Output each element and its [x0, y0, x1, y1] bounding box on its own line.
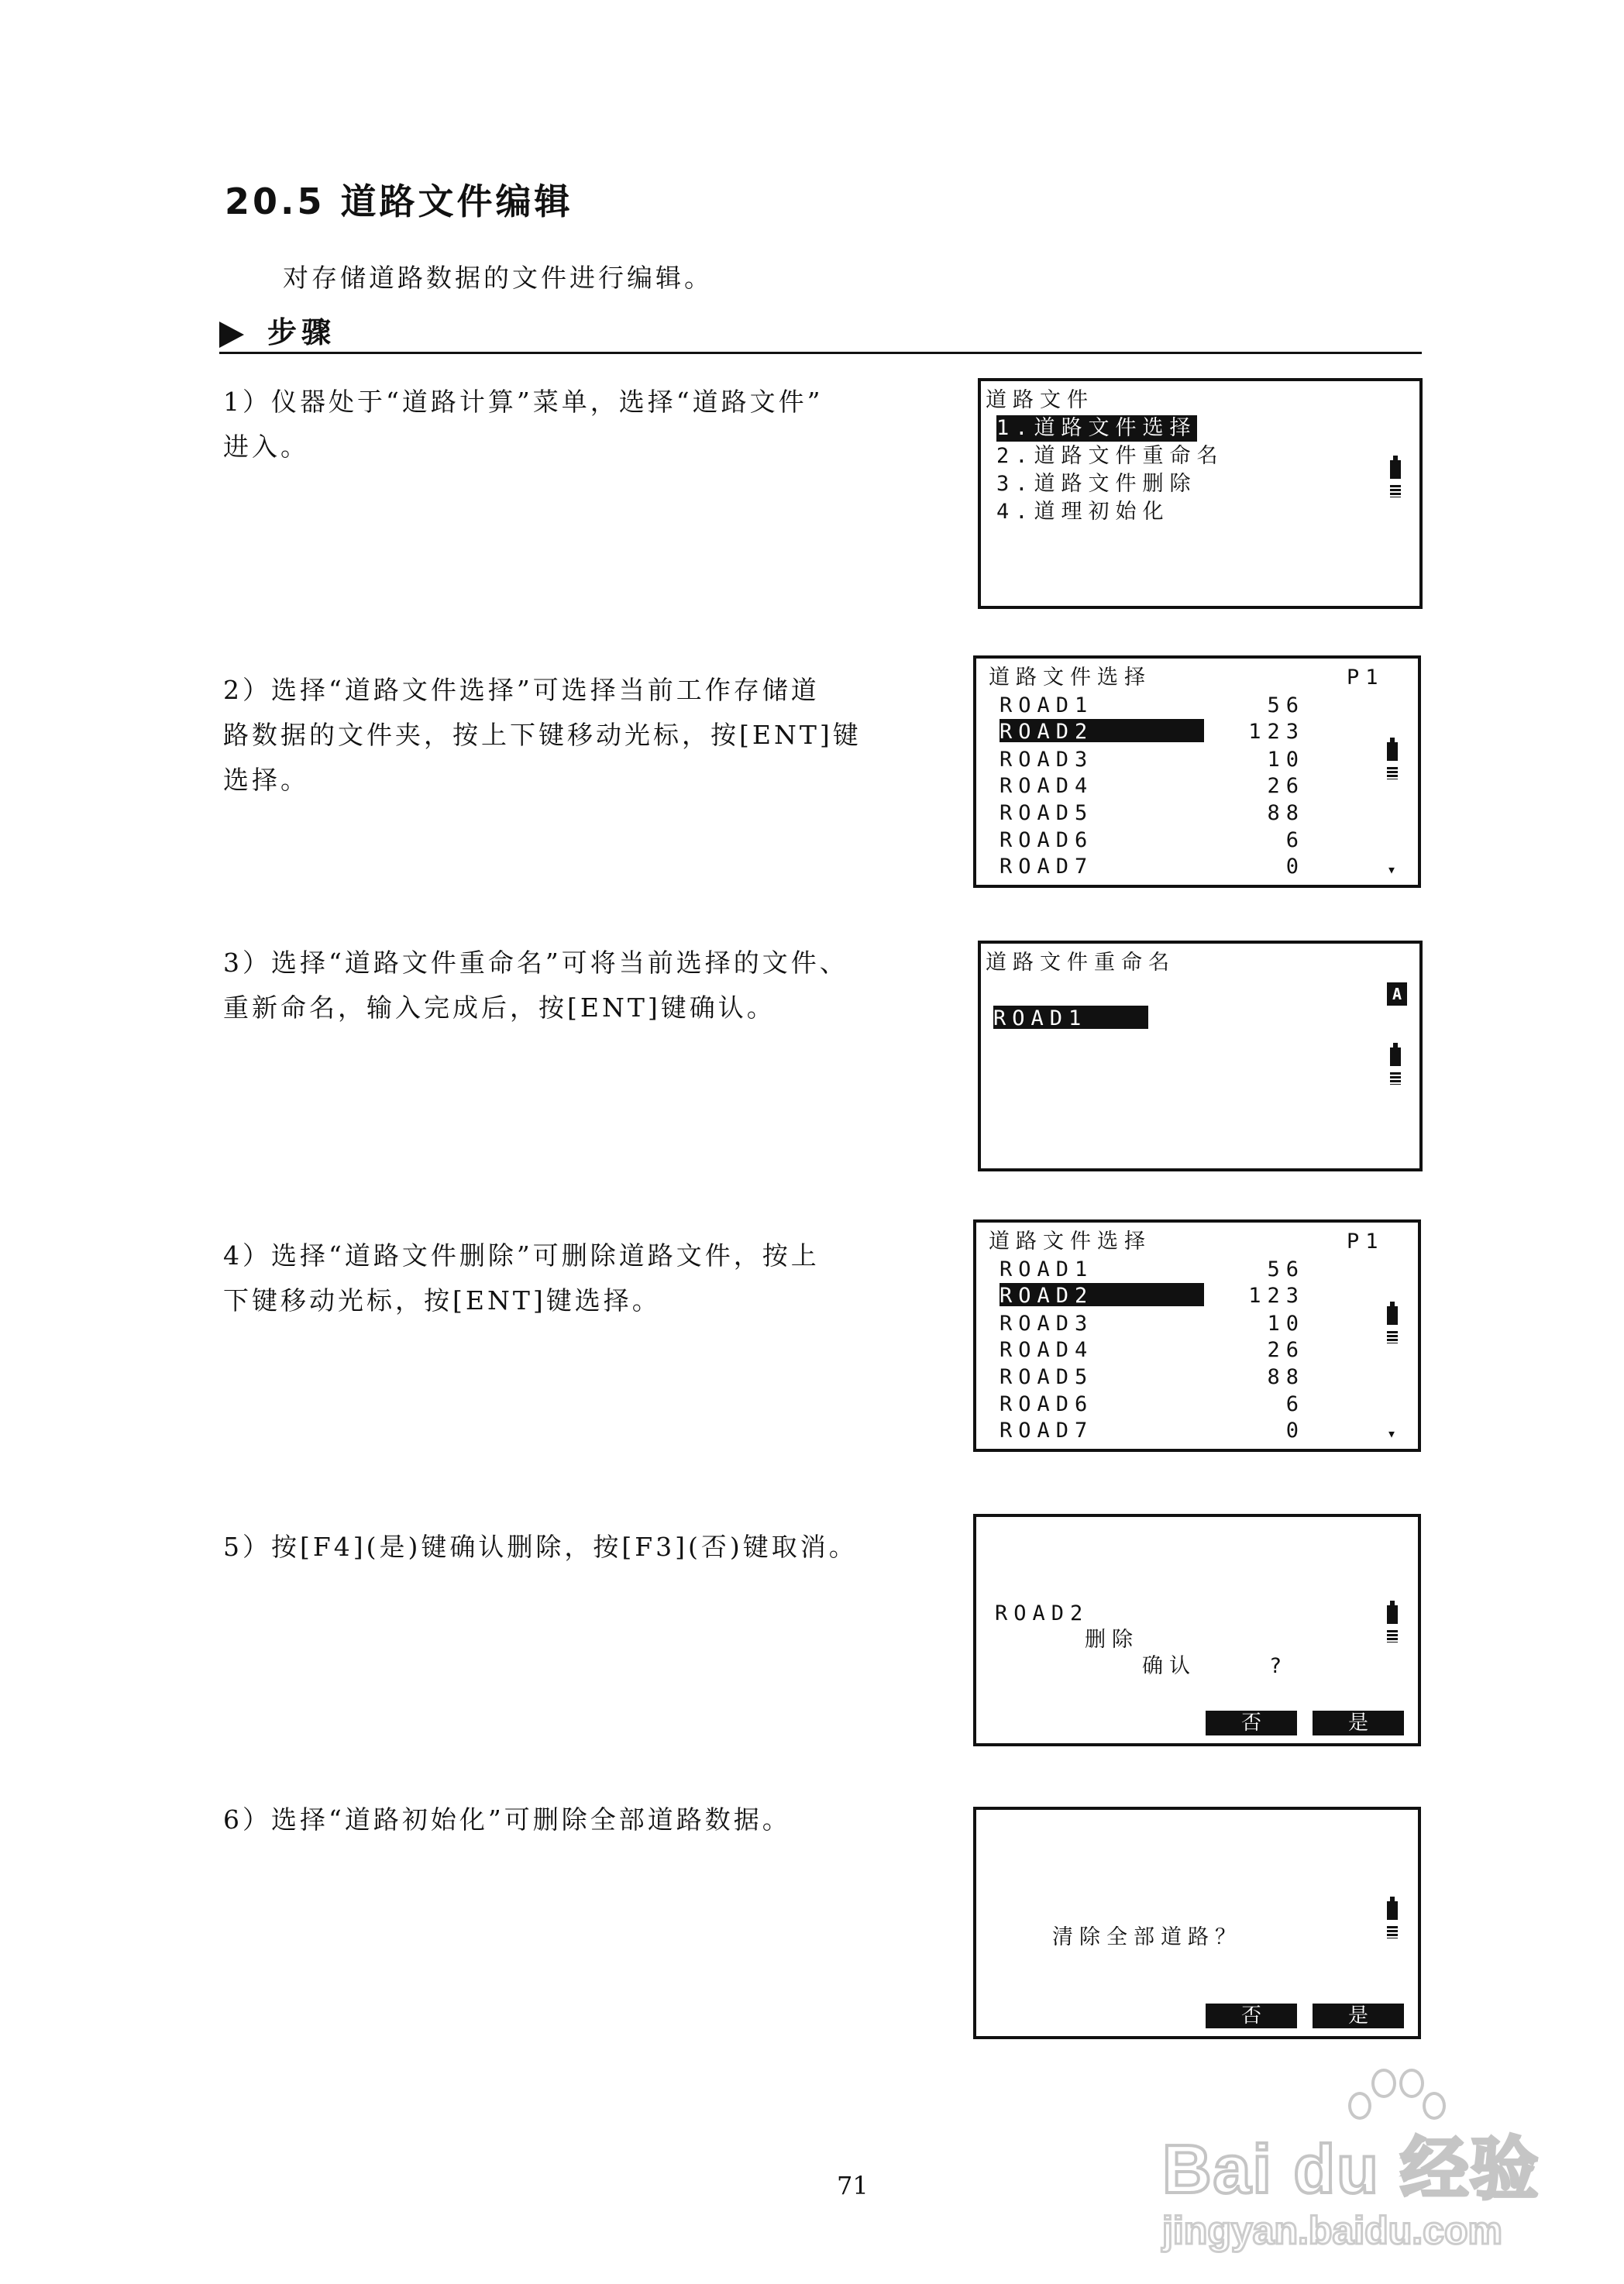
step-2	[223, 668, 920, 803]
step-4-line: 4）选择“道路文件删除”可删除道路文件，按上	[223, 1240, 820, 1271]
step-5-line: 5）按[F4](是)键确认删除，按[F3](否)键取消。	[223, 1532, 858, 1562]
screen-confirm-delete	[973, 1514, 1421, 1746]
file-row-count: 0	[1285, 1419, 1305, 1443]
file-row-count: 26	[1267, 1338, 1305, 1362]
section-title: 20.5 道路文件编辑	[225, 181, 573, 222]
screen-file-rename	[978, 941, 1423, 1171]
page-indicator: P1	[1347, 1230, 1385, 1254]
screen-file-select-1	[973, 655, 1421, 888]
confirm-label: 确认	[1142, 1654, 1196, 1678]
file-row-name[interactable]: ROAD3	[1000, 748, 1094, 772]
menu-item-2[interactable]: 2.道路文件重命名	[996, 444, 1224, 468]
file-row-count: 88	[1267, 1365, 1305, 1389]
signal-icon	[1390, 1072, 1401, 1085]
step-2-line: 选择。	[223, 765, 309, 795]
step-1-line: 1）仪器处于“道路计算”菜单，选择“道路文件”	[223, 387, 824, 417]
step-3-line: 3）选择“道路文件重命名”可将当前选择的文件、	[223, 948, 848, 978]
file-row-count: 123	[1248, 720, 1305, 744]
no-softkey-f3[interactable]: 否	[1206, 1711, 1297, 1735]
step-6	[223, 1797, 920, 1842]
page-number: 71	[837, 2171, 869, 2200]
step-6-line: 6）选择“道路初始化”可删除全部道路数据。	[223, 1804, 791, 1835]
file-row-count: 10	[1267, 1312, 1305, 1336]
file-row-name[interactable]: ROAD3	[1000, 1312, 1094, 1336]
screen-title: 道路文件选择	[989, 666, 1151, 690]
menu-item-3[interactable]: 3.道路文件删除	[996, 472, 1197, 496]
step-2-line: 路数据的文件夹，按上下键移动光标，按[ENT]键	[223, 720, 862, 750]
battery-icon	[1390, 1047, 1401, 1066]
file-row-count: 123	[1248, 1284, 1305, 1308]
signal-icon	[1387, 1630, 1398, 1642]
filename-input[interactable]: ROAD1	[993, 1006, 1148, 1029]
battery-icon	[1390, 460, 1401, 479]
file-row-name-selected[interactable]: ROAD2	[1000, 719, 1204, 742]
file-row-count: 6	[1285, 828, 1305, 852]
step-3	[223, 941, 920, 1030]
step-1	[223, 380, 920, 470]
watermark-logo-text: Bai du 经验	[1162, 2131, 1540, 2207]
step-4-line: 下键移动光标，按[ENT]键选择。	[223, 1285, 661, 1316]
file-row-count: 26	[1267, 774, 1305, 798]
step-4	[223, 1233, 920, 1323]
screen-road-file-menu	[978, 378, 1423, 609]
input-mode-badge: A	[1387, 982, 1407, 1006]
menu-item-1[interactable]: 1.道路文件选择	[996, 416, 1197, 440]
page-indicator: P1	[1347, 666, 1385, 690]
menu-item-4[interactable]: 4.道理初始化	[996, 500, 1170, 524]
step-heading-label: 步骤	[267, 315, 336, 349]
down-arrow-icon[interactable]: ▾	[1387, 860, 1397, 879]
step-2-line: 2）选择“道路文件选择”可选择当前工作存储道	[223, 675, 820, 705]
delete-file-name: ROAD2	[995, 1601, 1089, 1625]
file-row-name[interactable]: ROAD1	[1000, 693, 1094, 717]
file-row-name[interactable]: ROAD7	[1000, 1419, 1094, 1443]
delete-action-label: 删除	[1085, 1628, 1139, 1652]
yes-softkey-f4[interactable]: 是	[1313, 1711, 1404, 1735]
watermark-url: jingyan.baidu.com	[1162, 2209, 1502, 2252]
battery-icon	[1387, 742, 1398, 761]
file-row-count: 0	[1285, 855, 1305, 879]
no-softkey-f3[interactable]: 否	[1206, 2004, 1297, 2028]
baidu-jingyan-watermark	[1162, 2061, 1565, 2262]
clear-all-prompt: 清除全部道路？	[1052, 1925, 1242, 1949]
file-row-count: 56	[1267, 1257, 1305, 1281]
step-1-line: 进入。	[223, 432, 309, 462]
divider	[219, 352, 1422, 354]
file-row-name[interactable]: ROAD4	[1000, 1338, 1094, 1362]
triangle-icon	[219, 322, 244, 348]
file-row-name[interactable]: ROAD1	[1000, 1257, 1094, 1281]
file-row-name[interactable]: ROAD4	[1000, 774, 1094, 798]
file-row-count: 56	[1267, 693, 1305, 717]
file-row-name[interactable]: ROAD5	[1000, 801, 1094, 825]
screen-title: 道路文件重命名	[986, 951, 1175, 975]
question-mark: ?	[1269, 1654, 1289, 1678]
battery-icon	[1387, 1605, 1398, 1624]
file-row-name[interactable]: ROAD7	[1000, 855, 1094, 879]
intro-text: 对存储道路数据的文件进行编辑。	[283, 263, 713, 293]
yes-softkey-f4[interactable]: 是	[1313, 2004, 1404, 2028]
file-row-name-selected[interactable]: ROAD2	[1000, 1283, 1204, 1306]
screen-title: 道路文件	[986, 388, 1094, 412]
step-heading	[219, 308, 335, 351]
file-row-count: 88	[1267, 801, 1305, 825]
step-3-line: 重新命名，输入完成后，按[ENT]键确认。	[223, 992, 776, 1023]
step-5	[223, 1525, 920, 1570]
screen-title: 道路文件选择	[989, 1230, 1151, 1254]
file-row-name[interactable]: ROAD5	[1000, 1365, 1094, 1389]
file-row-count: 10	[1267, 748, 1305, 772]
signal-icon	[1387, 1926, 1398, 1938]
file-row-count: 6	[1285, 1392, 1305, 1416]
battery-icon	[1387, 1901, 1398, 1920]
down-arrow-icon[interactable]: ▾	[1387, 1424, 1397, 1443]
battery-icon	[1387, 1306, 1398, 1325]
signal-icon	[1387, 1331, 1398, 1343]
file-row-name[interactable]: ROAD6	[1000, 828, 1094, 852]
screen-clear-all	[973, 1807, 1421, 2039]
file-row-name[interactable]: ROAD6	[1000, 1392, 1094, 1416]
screen-file-select-2	[973, 1219, 1421, 1452]
signal-icon	[1387, 767, 1398, 779]
signal-icon	[1390, 485, 1401, 497]
